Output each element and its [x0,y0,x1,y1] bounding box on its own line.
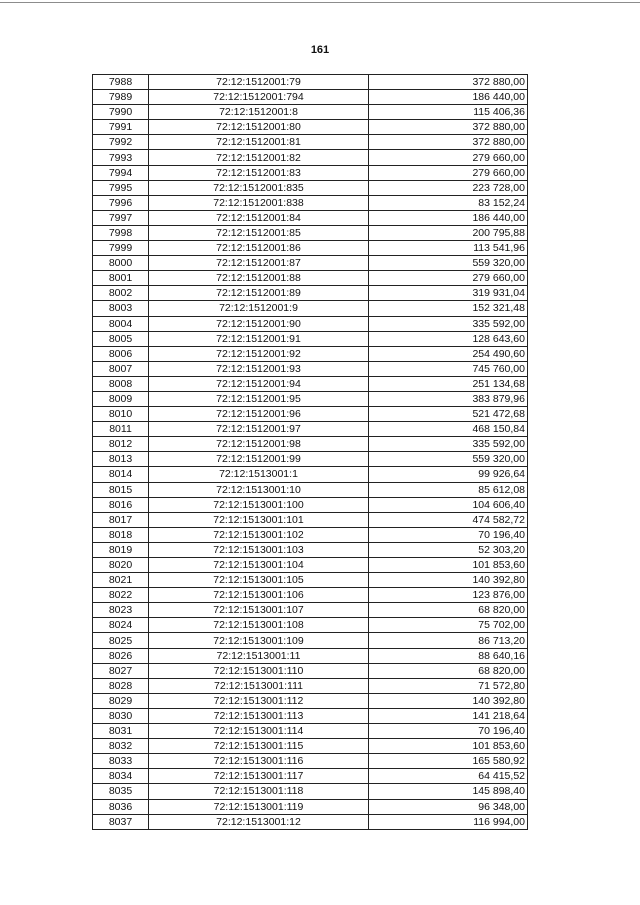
cadastral-number-cell: 72:12:1513001:112 [149,693,369,708]
row-number-cell: 7991 [93,120,149,135]
table-row [93,271,528,286]
cadastral-number-cell: 72:12:1513001:10 [149,482,369,497]
table-row [93,90,528,105]
value-cell: 335 592,00 [369,437,528,452]
row-number-cell: 7995 [93,180,149,195]
value-cell: 559 320,00 [369,256,528,271]
value-cell: 335 592,00 [369,316,528,331]
cadastral-number-cell: 72:12:1512001:96 [149,407,369,422]
value-cell: 140 392,80 [369,693,528,708]
value-cell: 68 820,00 [369,663,528,678]
table-row [93,542,528,557]
cadastral-number-cell: 72:12:1513001:119 [149,799,369,814]
value-cell: 223 728,00 [369,180,528,195]
cadastral-number-cell: 72:12:1512001:94 [149,376,369,391]
cadastral-number-cell: 72:12:1512001:9 [149,301,369,316]
value-cell: 96 348,00 [369,799,528,814]
table-row [93,799,528,814]
table-row [93,331,528,346]
table-row [93,225,528,240]
value-cell: 104 606,40 [369,497,528,512]
value-cell: 254 490,60 [369,346,528,361]
cadastral-number-cell: 72:12:1513001:113 [149,708,369,723]
table-row [93,558,528,573]
value-cell: 319 931,04 [369,286,528,301]
row-number-cell: 8031 [93,724,149,739]
table-row [93,482,528,497]
cadastral-number-cell: 72:12:1513001:1 [149,467,369,482]
value-cell: 383 879,96 [369,391,528,406]
table-row [93,407,528,422]
value-cell: 68 820,00 [369,603,528,618]
row-number-cell: 7999 [93,241,149,256]
cadastral-number-cell: 72:12:1512001:88 [149,271,369,286]
cadastral-number-cell: 72:12:1512001:92 [149,346,369,361]
table-row [93,120,528,135]
table-row [93,497,528,512]
row-number-cell: 8009 [93,391,149,406]
value-cell: 85 612,08 [369,482,528,497]
table-row [93,391,528,406]
cadastral-number-cell: 72:12:1512001:8 [149,105,369,120]
cadastral-number-cell: 72:12:1512001:794 [149,90,369,105]
table-row [93,693,528,708]
value-cell: 372 880,00 [369,135,528,150]
table-row [93,422,528,437]
cadastral-number-cell: 72:12:1512001:83 [149,165,369,180]
value-cell: 559 320,00 [369,452,528,467]
value-cell: 186 440,00 [369,210,528,225]
value-cell: 113 541,96 [369,241,528,256]
value-cell: 745 760,00 [369,361,528,376]
value-cell: 123 876,00 [369,588,528,603]
table-row [93,180,528,195]
page-number: 161 [310,44,330,56]
table-row [93,663,528,678]
value-cell: 115 406,36 [369,105,528,120]
row-number-cell: 8025 [93,633,149,648]
row-number-cell: 7989 [93,90,149,105]
row-number-cell: 8018 [93,527,149,542]
row-number-cell: 8028 [93,678,149,693]
value-cell: 279 660,00 [369,271,528,286]
value-cell: 141 218,64 [369,708,528,723]
row-number-cell: 8021 [93,573,149,588]
table-row [93,769,528,784]
row-number-cell: 8033 [93,754,149,769]
value-cell: 251 134,68 [369,376,528,391]
row-number-cell: 8027 [93,663,149,678]
cadastral-number-cell: 72:12:1512001:97 [149,422,369,437]
value-cell: 145 898,40 [369,784,528,799]
row-number-cell: 8008 [93,376,149,391]
cadastral-number-cell: 72:12:1512001:98 [149,437,369,452]
cadastral-number-cell: 72:12:1512001:86 [149,241,369,256]
row-number-cell: 8015 [93,482,149,497]
value-cell: 52 303,20 [369,542,528,557]
cadastral-number-cell: 72:12:1512001:79 [149,75,369,90]
row-number-cell: 8014 [93,467,149,482]
row-number-cell: 8017 [93,512,149,527]
value-cell: 152 321,48 [369,301,528,316]
row-number-cell: 7992 [93,135,149,150]
cadastral-number-cell: 72:12:1513001:108 [149,618,369,633]
row-number-cell: 8023 [93,603,149,618]
cadastral-number-cell: 72:12:1513001:104 [149,558,369,573]
table-row [93,105,528,120]
table-row [93,467,528,482]
row-number-cell: 8037 [93,814,149,829]
value-cell: 86 713,20 [369,633,528,648]
row-number-cell: 8016 [93,497,149,512]
row-number-cell: 8036 [93,799,149,814]
value-cell: 64 415,52 [369,769,528,784]
row-number-cell: 8034 [93,769,149,784]
cadastral-number-cell: 72:12:1512001:99 [149,452,369,467]
table-row [93,301,528,316]
cadastral-number-cell: 72:12:1512001:93 [149,361,369,376]
value-cell: 70 196,40 [369,724,528,739]
cadastral-number-cell: 72:12:1512001:85 [149,225,369,240]
value-cell: 468 150,84 [369,422,528,437]
cadastral-number-cell: 72:12:1513001:109 [149,633,369,648]
row-number-cell: 8035 [93,784,149,799]
cadastral-number-cell: 72:12:1513001:107 [149,603,369,618]
row-number-cell: 8002 [93,286,149,301]
row-number-cell: 8013 [93,452,149,467]
table-row [93,603,528,618]
cadastral-number-cell: 72:12:1513001:116 [149,754,369,769]
cadastral-number-cell: 72:12:1512001:87 [149,256,369,271]
row-number-cell: 8022 [93,588,149,603]
row-number-cell: 8006 [93,346,149,361]
row-number-cell: 8004 [93,316,149,331]
table-row [93,512,528,527]
cadastral-number-cell: 72:12:1513001:103 [149,542,369,557]
cadastral-number-cell: 72:12:1513001:114 [149,724,369,739]
table-row [93,195,528,210]
cadastral-number-cell: 72:12:1513001:102 [149,527,369,542]
table-row [93,165,528,180]
table-row [93,241,528,256]
cadastral-number-cell: 72:12:1513001:12 [149,814,369,829]
value-cell: 116 994,00 [369,814,528,829]
value-cell: 165 580,92 [369,754,528,769]
table-row [93,648,528,663]
value-cell: 71 572,80 [369,678,528,693]
value-cell: 200 795,88 [369,225,528,240]
row-number-cell: 7994 [93,165,149,180]
table-row [93,618,528,633]
value-cell: 279 660,00 [369,150,528,165]
value-cell: 186 440,00 [369,90,528,105]
value-cell: 88 640,16 [369,648,528,663]
value-cell: 521 472,68 [369,407,528,422]
cadastral-number-cell: 72:12:1513001:110 [149,663,369,678]
row-number-cell: 7990 [93,105,149,120]
value-cell: 75 702,00 [369,618,528,633]
row-number-cell: 8012 [93,437,149,452]
cadastral-number-cell: 72:12:1512001:91 [149,331,369,346]
row-number-cell: 7993 [93,150,149,165]
table-body [93,75,528,830]
cadastral-number-cell: 72:12:1512001:84 [149,210,369,225]
value-cell: 474 582,72 [369,512,528,527]
cadastral-number-cell: 72:12:1513001:117 [149,769,369,784]
table-row [93,346,528,361]
row-number-cell: 8005 [93,331,149,346]
value-cell: 101 853,60 [369,558,528,573]
value-cell: 70 196,40 [369,527,528,542]
table-row [93,437,528,452]
table-row [93,150,528,165]
row-number-cell: 8000 [93,256,149,271]
table-row [93,527,528,542]
cadastral-number-cell: 72:12:1513001:100 [149,497,369,512]
table-row [93,724,528,739]
value-cell: 372 880,00 [369,75,528,90]
cadastral-number-cell: 72:12:1512001:838 [149,195,369,210]
table-row [93,708,528,723]
row-number-cell: 8026 [93,648,149,663]
cadastral-number-cell: 72:12:1512001:90 [149,316,369,331]
cadastral-number-cell: 72:12:1513001:11 [149,648,369,663]
cadastral-number-cell: 72:12:1513001:101 [149,512,369,527]
table-row [93,784,528,799]
row-number-cell: 7996 [93,195,149,210]
cadastral-number-cell: 72:12:1513001:118 [149,784,369,799]
row-number-cell: 8001 [93,271,149,286]
table-row [93,739,528,754]
value-cell: 128 643,60 [369,331,528,346]
value-cell: 372 880,00 [369,120,528,135]
cadastral-number-cell: 72:12:1512001:80 [149,120,369,135]
table-row [93,256,528,271]
row-number-cell: 7988 [93,75,149,90]
row-number-cell: 7997 [93,210,149,225]
value-cell: 279 660,00 [369,165,528,180]
table-row [93,210,528,225]
row-number-cell: 8029 [93,693,149,708]
row-number-cell: 8020 [93,558,149,573]
table-row [93,316,528,331]
table-row [93,814,528,829]
cadastral-number-cell: 72:12:1512001:95 [149,391,369,406]
value-cell: 99 926,64 [369,467,528,482]
row-number-cell: 8019 [93,542,149,557]
cadastral-number-cell: 72:12:1512001:835 [149,180,369,195]
row-number-cell: 8024 [93,618,149,633]
table-row [93,588,528,603]
table-row [93,361,528,376]
cadastral-number-cell: 72:12:1512001:81 [149,135,369,150]
cadastral-number-cell: 72:12:1512001:82 [149,150,369,165]
cadastral-number-cell: 72:12:1513001:106 [149,588,369,603]
row-number-cell: 7998 [93,225,149,240]
table-row [93,754,528,769]
value-cell: 83 152,24 [369,195,528,210]
table-row [93,678,528,693]
value-cell: 101 853,60 [369,739,528,754]
value-cell: 140 392,80 [369,573,528,588]
table-row [93,573,528,588]
cadastral-number-cell: 72:12:1513001:105 [149,573,369,588]
cadastral-number-cell: 72:12:1513001:111 [149,678,369,693]
cadastral-value-table [92,74,528,830]
row-number-cell: 8032 [93,739,149,754]
row-number-cell: 8030 [93,708,149,723]
row-number-cell: 8003 [93,301,149,316]
cadastral-number-cell: 72:12:1512001:89 [149,286,369,301]
row-number-cell: 8010 [93,407,149,422]
row-number-cell: 8011 [93,422,149,437]
table-row [93,633,528,648]
table-row [93,75,528,90]
table-row [93,135,528,150]
table-row [93,286,528,301]
row-number-cell: 8007 [93,361,149,376]
top-rule [0,2,640,3]
cadastral-number-cell: 72:12:1513001:115 [149,739,369,754]
table-row [93,376,528,391]
table-row [93,452,528,467]
